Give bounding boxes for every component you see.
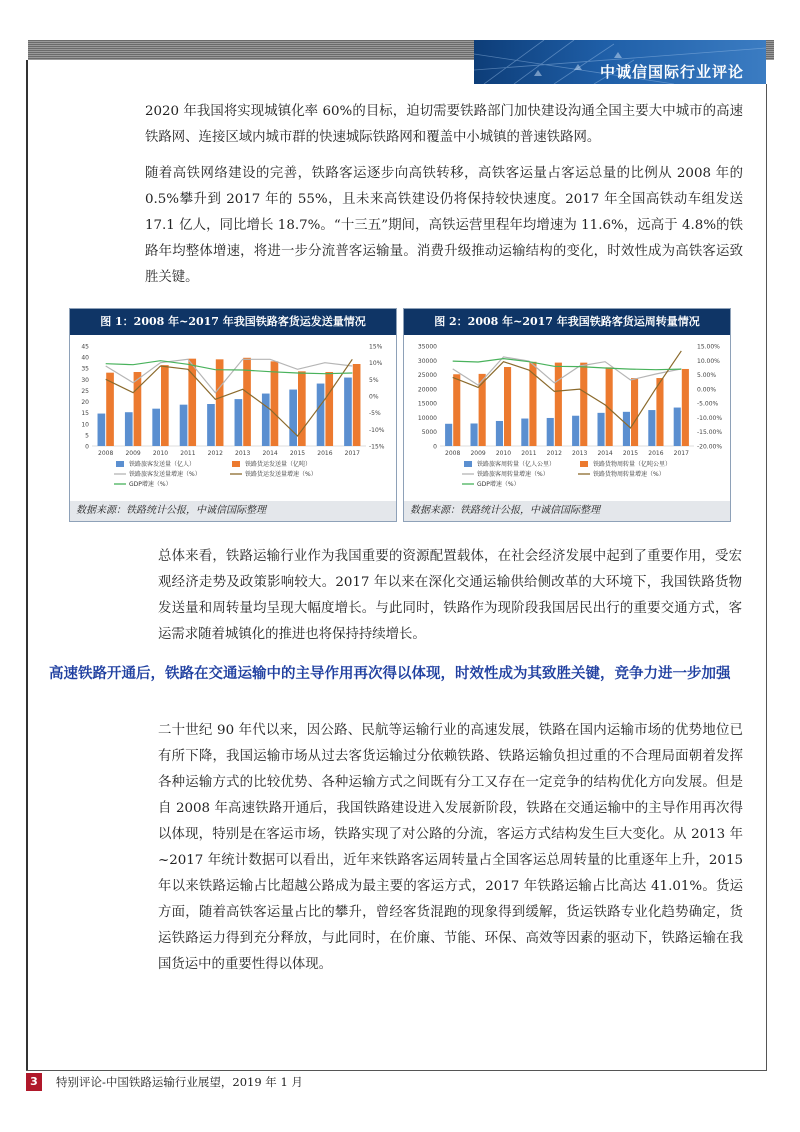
bar-2 [325, 372, 333, 446]
bar-2 [216, 359, 224, 446]
x-tick-label: 2010 [495, 450, 512, 457]
right-margin-rule [766, 84, 767, 1070]
legend-label: 铁路旅客周转量增速（%） [477, 471, 549, 478]
chart-source: 数据来源：铁路统计公报，中诚信国际整理 [70, 501, 396, 521]
y-tick-label: 25 [81, 387, 89, 395]
bar-1 [235, 399, 243, 446]
y2-tick-label: 10% [369, 360, 383, 368]
y-tick-label: 25000 [417, 372, 437, 380]
y2-tick-label: 15.00% [697, 343, 720, 351]
body-paragraph: 总体来看，铁路运输行业作为我国重要的资源配置载体，在社会经济发展中起到了重要作用，受宏观经济走势及政策影响较大。2017 年以来在深化交通运输供给侧改革的大环境下，我国铁路货物发送量和周转量均呈现大幅度增长。与此同时，铁路作为现阶段我国居民出行的重要交通方式，客运需求随着城镇化的推进也将保持持续增长。 [158, 549, 742, 642]
bar-1 [125, 412, 133, 446]
bar-2 [271, 361, 279, 446]
legend-label: GDP增速（%） [129, 481, 172, 488]
bar-2 [504, 367, 511, 446]
y2-tick-label: 5.00% [697, 372, 717, 380]
x-tick-label: 2014 [597, 450, 613, 457]
y-tick-label: 30 [81, 376, 89, 384]
legend-swatch [580, 461, 588, 467]
series-line-3 [106, 361, 353, 374]
y-tick-label: 35 [81, 365, 89, 373]
y-tick-label: 0 [433, 443, 437, 451]
bar-1 [521, 419, 528, 446]
legend-label: 铁路货物周转量（亿吨公里） [593, 461, 672, 468]
legend-label: 铁路货运发送量增速（%） [245, 471, 317, 478]
bar-1 [317, 384, 325, 446]
bar-2 [134, 372, 142, 446]
legend-swatch [464, 461, 472, 467]
bar-1 [445, 424, 452, 446]
y-tick-label: 0 [85, 443, 89, 451]
footer-rule [26, 1070, 767, 1071]
legend-label: 铁路旅客发送量增速（%） [129, 471, 201, 478]
x-tick-label: 2010 [152, 450, 169, 457]
y2-tick-label: -5.00% [697, 400, 719, 408]
bar-2 [682, 369, 689, 446]
x-tick-label: 2012 [546, 450, 562, 457]
body-paragraph: 2020 年我国将实现城镇化率 60%的目标，迫切需要铁路部门加快建设沟通全国主要大中城市的高速铁路网、连接区域内城市群的快速城际铁路网和覆盖中小城镇的普速铁路网。 [145, 104, 743, 145]
section-heading: 高速铁路开通后，铁路在交通运输中的主导作用再次得以体现，时效性成为其致胜关键，竞争力进一步加强 [49, 665, 731, 682]
bar-1 [623, 412, 630, 446]
y2-tick-label: -15.00% [697, 429, 723, 437]
bar-2 [479, 374, 486, 446]
bar-1 [572, 416, 579, 446]
bar-1 [98, 414, 106, 446]
y2-tick-label: -10.00% [697, 414, 723, 422]
bar-1 [289, 390, 297, 446]
x-tick-label: 2015 [622, 450, 639, 457]
y-tick-label: 35000 [417, 343, 437, 351]
bar-2 [298, 371, 306, 446]
y-tick-label: 45 [81, 343, 89, 351]
bar-2 [656, 378, 663, 446]
x-tick-label: 2017 [673, 450, 689, 457]
x-tick-label: 2008 [98, 450, 114, 457]
bar-1 [547, 418, 554, 446]
chart-figure-1 [69, 308, 397, 522]
bar-2 [580, 363, 587, 446]
bar-1 [180, 405, 188, 446]
y-tick-label: 20000 [417, 386, 437, 394]
y2-tick-label: 0.00% [697, 386, 717, 394]
y2-tick-label: -5% [369, 410, 381, 418]
bar-2 [555, 363, 562, 446]
bar-1 [597, 413, 604, 446]
x-tick-label: 2011 [521, 450, 537, 457]
x-tick-label: 2014 [262, 450, 278, 457]
y-tick-label: 5000 [421, 429, 437, 437]
y-tick-label: 10 [81, 421, 89, 429]
legend-swatch [116, 461, 124, 467]
footer-text: 特别评论-中国铁路运输行业展望，2019 年 1 月 [56, 1075, 303, 1089]
series-line-3 [453, 359, 682, 370]
y-tick-label: 30000 [417, 357, 437, 365]
y2-tick-label: -20.00% [697, 443, 723, 451]
legend-label: 铁路货运发送量（亿吨） [245, 461, 312, 468]
body-paragraph: 二十世纪 90 年代以来，因公路、民航等运输行业的高速发展，铁路在国内运输市场的优势地位已有所下降，我国运输市场从过去客货运输过分依赖铁路、铁路运输负担过重的不合理局面朝着发挥各种运输方式的比较优势、各种运输方式之间既有分工又存在一定竞争的结构优化方向发展。但是自 2008 年高速铁路开通后，我国铁路建设进入发展新阶段，铁路在交通运输中的主导作用再次得以体现，特别是在客运市场，铁路实现了对公路的分流，客运方式结构发生巨大变化。从 2013 年~2017 年统计数据可以看出，近年来铁路客运周转量占全国客运总周转量的比重逐年上升，2015 年以来铁路运输占比超越公路成为最主要的客运方式，2017 年铁路运输占比高达 41.01%。货运方面，随着高铁客运量占比的攀升，曾经客货混跑的现象得到缓解，货运铁路专业化趋势确定，货运铁路运力得到充分释放，与此同时，在价廉、节能、环保、高效等因素的驱动下，铁路运输在我国货运中的重要性得以体现。 [158, 723, 743, 972]
bar-2 [453, 374, 460, 446]
brand-title: 中诚信国际行业评论 [599, 63, 744, 81]
bar-1 [152, 409, 160, 446]
legend-label: GDP增速（%） [477, 481, 520, 488]
left-margin-rule [26, 60, 28, 1070]
series-line-1 [106, 359, 353, 392]
series-line-2 [453, 351, 682, 428]
y2-tick-label: 15% [369, 343, 383, 351]
x-tick-label: 2017 [344, 450, 360, 457]
y2-tick-label: 10.00% [697, 357, 720, 365]
bar-1 [262, 394, 270, 446]
bar-1 [207, 404, 215, 446]
bar-1 [674, 408, 681, 446]
legend-label: 铁路货物周转量增速（%） [593, 471, 665, 478]
y-tick-label: 15 [81, 410, 89, 418]
x-tick-label: 2015 [289, 450, 306, 457]
bar-2 [631, 378, 638, 446]
y2-tick-label: -10% [369, 426, 385, 434]
x-tick-label: 2016 [648, 450, 664, 457]
x-tick-label: 2012 [207, 450, 223, 457]
page-number: 3 [26, 1073, 42, 1091]
legend-label: 铁路旅客周转量（亿人公里） [477, 461, 556, 468]
y2-tick-label: -15% [369, 443, 385, 451]
bar-2 [161, 365, 169, 446]
x-tick-label: 2009 [125, 450, 141, 457]
series-line-2 [106, 359, 353, 436]
bar-1 [496, 421, 503, 446]
y-tick-label: 10000 [417, 414, 437, 422]
brand-banner [474, 40, 766, 84]
x-tick-label: 2016 [317, 450, 333, 457]
bar-1 [470, 423, 477, 446]
x-tick-label: 2008 [445, 450, 461, 457]
x-tick-label: 2011 [180, 450, 196, 457]
chart-title: 图 1：2008 年~2017 年我国铁路客货运发送量情况 [70, 309, 396, 335]
y2-tick-label: 0% [369, 393, 379, 401]
y-tick-label: 5 [85, 432, 89, 440]
y-tick-label: 40 [81, 354, 89, 362]
bar-1 [344, 378, 352, 446]
y2-tick-label: 5% [369, 376, 379, 384]
legend-swatch [232, 461, 240, 467]
x-tick-label: 2013 [235, 450, 251, 457]
chart-plot [70, 336, 396, 498]
y-tick-label: 20 [81, 399, 89, 407]
body-paragraph: 随着高铁网络建设的完善，铁路客运逐步向高铁转移，高铁客运量占客运总量的比例从 2008 年的 0.5%攀升到 2017 年的 55%，且未来高铁建设仍将保持较快速度。2017 年全国高铁动车组发送 17.1 亿人，同比增长 18.7%。“十三五”期间，高铁运营里程年均增速为 11.6%，远高于 4.8%的铁路年均整体增速，将进一步分流普客运输量。消费升级推动运输结构的变化，时效性成为高铁客运致胜关键。 [145, 166, 743, 285]
bar-2 [529, 362, 536, 446]
y-tick-label: 15000 [417, 400, 437, 408]
x-tick-label: 2013 [572, 450, 588, 457]
chart-figure-2 [403, 308, 731, 522]
bar-1 [648, 410, 655, 446]
x-tick-label: 2009 [470, 450, 486, 457]
legend-label: 铁路旅客发送量（亿人） [129, 461, 196, 468]
chart-source: 数据来源：铁路统计公报，中诚信国际整理 [404, 501, 730, 521]
chart-plot [404, 336, 730, 498]
bar-2 [106, 373, 114, 446]
bar-2 [353, 364, 361, 446]
chart-title: 图 2：2008 年~2017 年我国铁路客货运周转量情况 [404, 309, 730, 335]
